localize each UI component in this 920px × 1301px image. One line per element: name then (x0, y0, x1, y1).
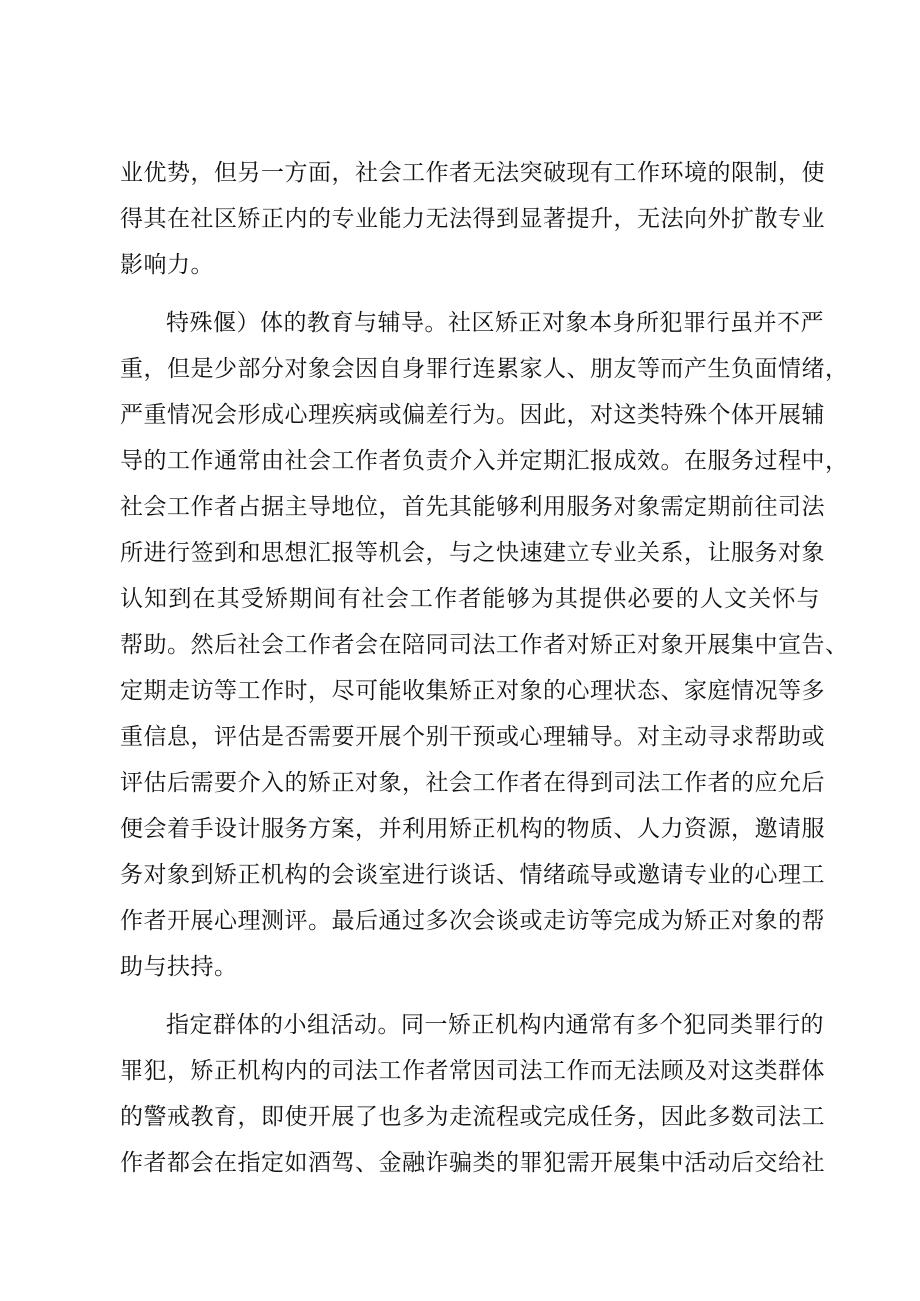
body-text (120, 150, 849, 1186)
paragraph-3 (120, 1002, 825, 1186)
text-line: 作者开展心理测评。最后通过多次会谈或走访等完成为矫正对象的帮 (120, 908, 825, 934)
text-line: 重信息，评估是否需要开展个别干预或心理辅导。对主动寻求帮助或 (120, 724, 825, 750)
text-line: 认知到在其受矫期间有社会工作者能够为其提供必要的人文关怀与 (120, 586, 820, 612)
text-line: 得其在社区矫正内的专业能力无法得到显著提升，无法向外扩散专业 (120, 206, 825, 232)
text-line: 导的工作通常由社会工作者负责介入并定期汇报成效。在服务过程中， (120, 448, 849, 474)
text-line: 所进行签到和思想汇报等机会，与之快速建立专业关系，让服务对象 (120, 540, 825, 566)
text-line: 助与扶持。 (120, 954, 238, 980)
text-line: 务对象到矫正机构的会谈室进行谈话、情绪疏导或邀请专业的心理工 (120, 862, 825, 888)
paragraph-2 (120, 300, 849, 990)
text-line: 影响力。 (120, 252, 214, 278)
text-line: 的警戒教育，即使开展了也多为走流程或完成任务，因此多数司法工 (120, 1104, 825, 1130)
paragraph-gap (120, 990, 820, 1002)
text-line: 评估后需要介入的矫正对象，社会工作者在得到司法工作者的应允后 (120, 770, 825, 796)
text-line: 特殊偃）体的教育与辅导。社区矫正对象本身所犯罪行虽并不严 (166, 310, 824, 336)
paragraph-1 (120, 150, 825, 288)
text-line: 便会着手设计服务方案，并利用矫正机构的物质、人力资源，邀请服 (120, 816, 825, 842)
text-line: 社会工作者占据主导地位，首先其能够利用服务对象需定期前往司法 (120, 494, 825, 520)
text-line: 罪犯，矫正机构内的司法工作者常因司法工作而无法顾及对这类群体 (120, 1058, 825, 1084)
text-line: 重，但是少部分对象会因自身罪行连累家人、朋友等而产生负面情绪， (120, 356, 849, 382)
text-line: 帮助。然后社会工作者会在陪同司法工作者对矫正对象开展集中宣告、 (120, 632, 849, 658)
text-line: 作者都会在指定如酒驾、金融诈骗类的罪犯需开展集中活动后交给社 (120, 1150, 825, 1176)
paragraph-gap (120, 288, 820, 300)
text-line: 指定群体的小组活动。同一矫正机构内通常有多个犯同类罪行的 (166, 1012, 824, 1038)
text-line: 严重情况会形成心理疾病或偏差行为。因此，对这类特殊个体开展辅 (120, 402, 825, 428)
text-line: 业优势，但另一方面，社会工作者无法突破现有工作环境的限制，使 (120, 160, 825, 186)
text-line: 定期走访等工作时，尽可能收集矫正对象的心理状态、家庭情况等多 (120, 678, 825, 704)
